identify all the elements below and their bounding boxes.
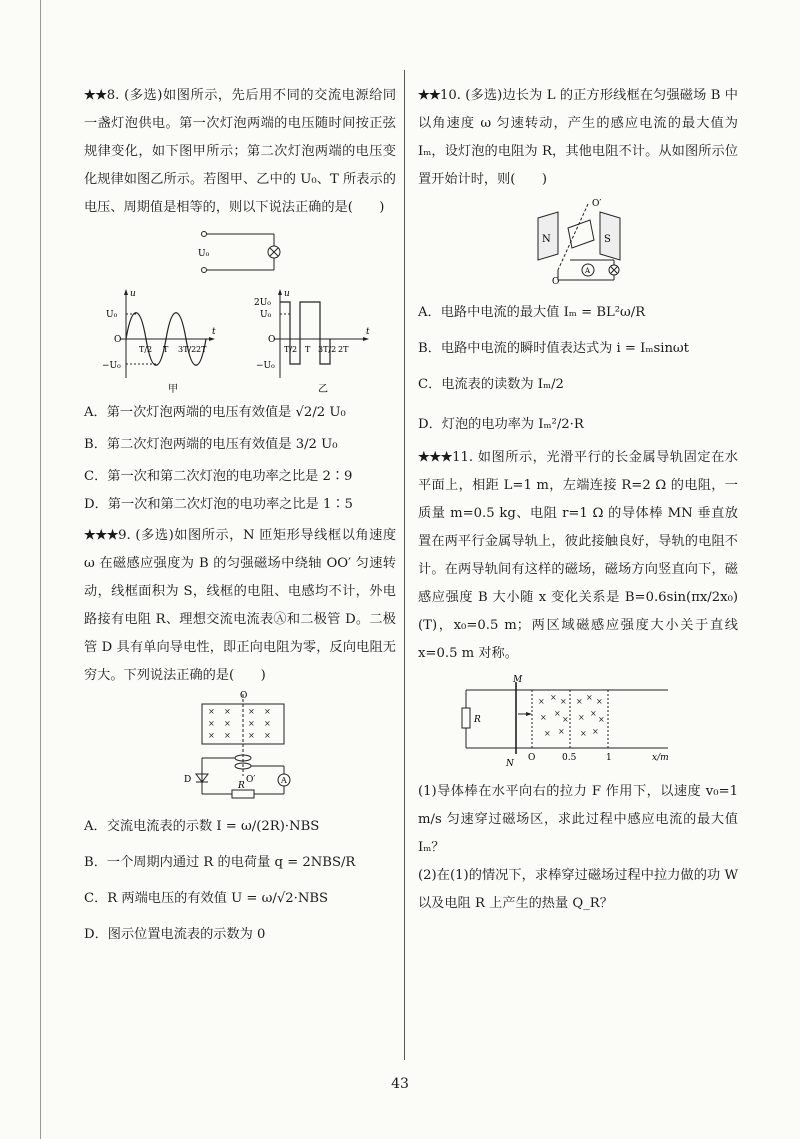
q10-stars: ★★	[418, 88, 440, 103]
svg-text:×: ×	[264, 731, 271, 740]
fig-b-tick: T/2	[284, 345, 298, 354]
svg-text:×: ×	[578, 713, 585, 722]
q10-option-b: B．电路中电流的瞬时值表达式为 i = Iₘsinωt	[418, 341, 689, 356]
q10-option-c: C．电流表的读数为 Iₘ/2	[418, 377, 564, 392]
q8-option-b: B．第二次灯泡两端的电压有效值是 3/2 U₀	[84, 437, 338, 452]
graph-yi	[254, 289, 370, 395]
lamp-icon	[609, 265, 619, 275]
right-column	[418, 82, 738, 918]
q11-text: 11. 如图所示，光滑平行的长金属导轨固定在水平面上，相距 L=1 m，左端连接 R=2 Ω 的电阻，一质量 m=0.5 kg、电阻 r=1 Ω 的导体棒 MN 垂直放置在两平行金属导轨上，彼此接触良好，导轨的电阻不计。在两导轨间有这样的磁场，磁场方向竖直向下，磁感应强度 B 大小随 x 变化关系是 B=0.6sin(πx/2x₀)(T)，x₀=0.5 m；两区域磁感应强度大小关于直线 x=0.5 m 对称。	[418, 450, 738, 661]
axis-o-label: O	[240, 691, 248, 701]
svg-text:×: ×	[248, 731, 255, 740]
resistor-label: R	[238, 781, 245, 791]
magnet-n-label: N	[542, 234, 551, 245]
svg-text:×: ×	[598, 715, 605, 724]
axis-o2-label: O′	[246, 775, 256, 785]
svg-text:×: ×	[540, 713, 547, 722]
q9-text: 9. (多选)如图所示，N 匝矩形导线框以角速度 ω 在磁感应强度为 B 的匀强磁场中绕轴 OO′ 匀速转动，线框面积为 S，线框的电阻、电感均不计，外电路接有电阻 R、理想交流电流表Ⓐ和二极管 D。二极管 D 具有单向导电性，即正向电阻为零，反向电阻无穷大。下列说法正确的是( )	[84, 528, 397, 683]
q8-option-c: C．第一次和第二次灯泡的电功率之比是 2∶9	[84, 469, 353, 484]
q8-text: 8. (多选)如图所示，先后用不同的交流电源给同一盏灯泡供电。第一次灯泡两端的电压随时间按正弦规律变化，如下图甲所示；第二次灯泡两端的电压变化规律如图乙所示。若图甲、乙中的 U₀、T 所表示的电压、周期值是相等的，则以下说法正确的是( )	[84, 88, 397, 215]
q9-option-b: B．一个周期内通过 R 的电荷量 q = 2NBS/R	[84, 855, 356, 870]
axis-tick-1: 1	[606, 753, 612, 763]
svg-text:×: ×	[550, 693, 557, 702]
q8-option-a: A．第一次灯泡两端的电压有效值是 √2/2 U₀	[84, 405, 346, 420]
ammeter-icon	[278, 774, 290, 786]
binding-line	[40, 0, 41, 1139]
q10-diagram	[418, 194, 738, 294]
resistor-icon	[462, 708, 470, 728]
q9-option-d: D．图示位置电流表的示数为 0	[84, 927, 266, 942]
fig-a-tick: 3T/2	[178, 345, 197, 354]
q8-option-d: D．第一次和第二次灯泡的电功率之比是 1∶5	[84, 497, 353, 512]
fig-a-neg-label: −U₀	[102, 361, 121, 371]
q9-option-c: C．R 两端电压的有效值 U = ω/√2·NBS	[84, 891, 329, 906]
rod-n-label: N	[506, 759, 514, 769]
q9-stem	[84, 522, 396, 690]
svg-text:×: ×	[538, 697, 545, 706]
ammeter-label: A	[281, 776, 287, 785]
fig-b-tick: 3T/2	[318, 345, 337, 354]
diode-label: D	[184, 775, 192, 785]
q8-stars: ★★	[84, 88, 107, 103]
axis-unit: x/m	[652, 753, 669, 763]
fig-b-u-label: u	[284, 289, 290, 299]
axis-o-label: O	[552, 277, 560, 287]
fig-a-tick: T	[163, 345, 169, 354]
q10-text: 10. (多选)边长为 L 的正方形线框在匀强磁场 B 中以角速度 ω 匀速转动，产生的感应电流的最大值为 Iₘ，设灯泡的电阻为 R，其他电阻不计。从如图所示位置开始计时，则( )	[418, 88, 738, 187]
q8-stem	[84, 82, 396, 222]
svg-text:×: ×	[592, 727, 599, 736]
graph-jia	[102, 289, 216, 395]
svg-text:×: ×	[576, 697, 583, 706]
q8-circuit-diagram	[84, 224, 396, 286]
column-divider	[404, 70, 405, 1060]
axis-tick-05: 0.5	[562, 753, 577, 763]
fig-b-tick: 2T	[338, 345, 349, 354]
fig-a-tick: T/2	[139, 345, 153, 354]
fig-b-top-label: 2U₀	[254, 298, 271, 308]
fig-b-caption: 乙	[318, 384, 328, 395]
svg-text:×: ×	[208, 707, 215, 716]
svg-text:×: ×	[224, 707, 231, 716]
svg-text:×: ×	[562, 715, 569, 724]
fig-b-tick: T	[305, 345, 311, 354]
svg-text:×: ×	[248, 707, 255, 716]
q11-sub1: (1)导体棒在水平向右的拉力 F 作用下，以速度 v₀=1 m/s 匀速穿过磁场区，求此过程中感应电流的最大值 Iₘ？	[418, 784, 738, 855]
fig-b-neg-label: −U₀	[256, 361, 275, 371]
magnet-s-label: S	[604, 234, 611, 245]
fig-a-u-label: u	[130, 289, 136, 299]
fig-b-t-label: t	[366, 327, 370, 337]
axis-o2-label: O′	[592, 199, 602, 209]
fig-a-tick: 2T	[196, 345, 207, 354]
svg-text:×: ×	[590, 709, 597, 718]
q11-stem	[418, 444, 738, 668]
svg-text:×: ×	[224, 731, 231, 740]
magnetic-field-crosses	[208, 707, 271, 740]
rod-m-label: M	[513, 675, 523, 685]
magnetic-field-crosses	[538, 693, 605, 738]
svg-text:×: ×	[264, 707, 271, 716]
q11-diagram	[418, 674, 738, 774]
q8-graphs	[84, 286, 396, 398]
svg-text:×: ×	[558, 727, 565, 736]
svg-text:×: ×	[596, 697, 603, 706]
q10-option-a: A．电路中电流的最大值 Iₘ = BL²ω/R	[418, 305, 646, 320]
q10-stem	[418, 82, 738, 194]
lamp-icon	[268, 246, 280, 258]
left-column	[84, 82, 396, 946]
fig-a-u0-label: U₀	[106, 310, 118, 320]
fig-a-origin: O	[114, 335, 122, 345]
svg-text:×: ×	[248, 719, 255, 728]
svg-text:×: ×	[554, 709, 561, 718]
q11-stars: ★★★	[418, 450, 453, 465]
svg-text:A: A	[585, 267, 591, 275]
q9-stars: ★★★	[84, 528, 119, 543]
resistor-icon	[232, 790, 254, 798]
svg-text:×: ×	[208, 719, 215, 728]
q10-option-d: D．灯泡的电功率为 Iₘ²/2·R	[418, 417, 584, 432]
svg-text:×: ×	[224, 719, 231, 728]
svg-text:×: ×	[580, 729, 587, 738]
fig-b-origin: O	[268, 335, 276, 345]
q9-diagram	[84, 690, 396, 810]
q9-option-a: A．交流电流表的示数 I = ω/(2R)·NBS	[84, 819, 320, 834]
svg-text:×: ×	[560, 697, 567, 706]
fig-a-caption: 甲	[168, 384, 178, 395]
svg-text:×: ×	[544, 729, 551, 738]
page-number: 43	[391, 1076, 409, 1092]
fig-a-t-label: t	[212, 327, 216, 337]
ammeter-icon	[582, 264, 594, 276]
svg-text:×: ×	[586, 693, 593, 702]
svg-text:×: ×	[264, 719, 271, 728]
q11-sub2: (2)在(1)的情况下，求棒穿过磁场过程中拉力做的功 W 以及电阻 R 上产生的热量 Q_R？	[418, 868, 738, 911]
resistor-label: R	[474, 715, 481, 725]
axis-origin: O	[528, 753, 536, 763]
fig-b-u0-label: U₀	[260, 310, 272, 320]
q8-circuit-label: U₀	[198, 249, 210, 259]
svg-text:×: ×	[208, 731, 215, 740]
